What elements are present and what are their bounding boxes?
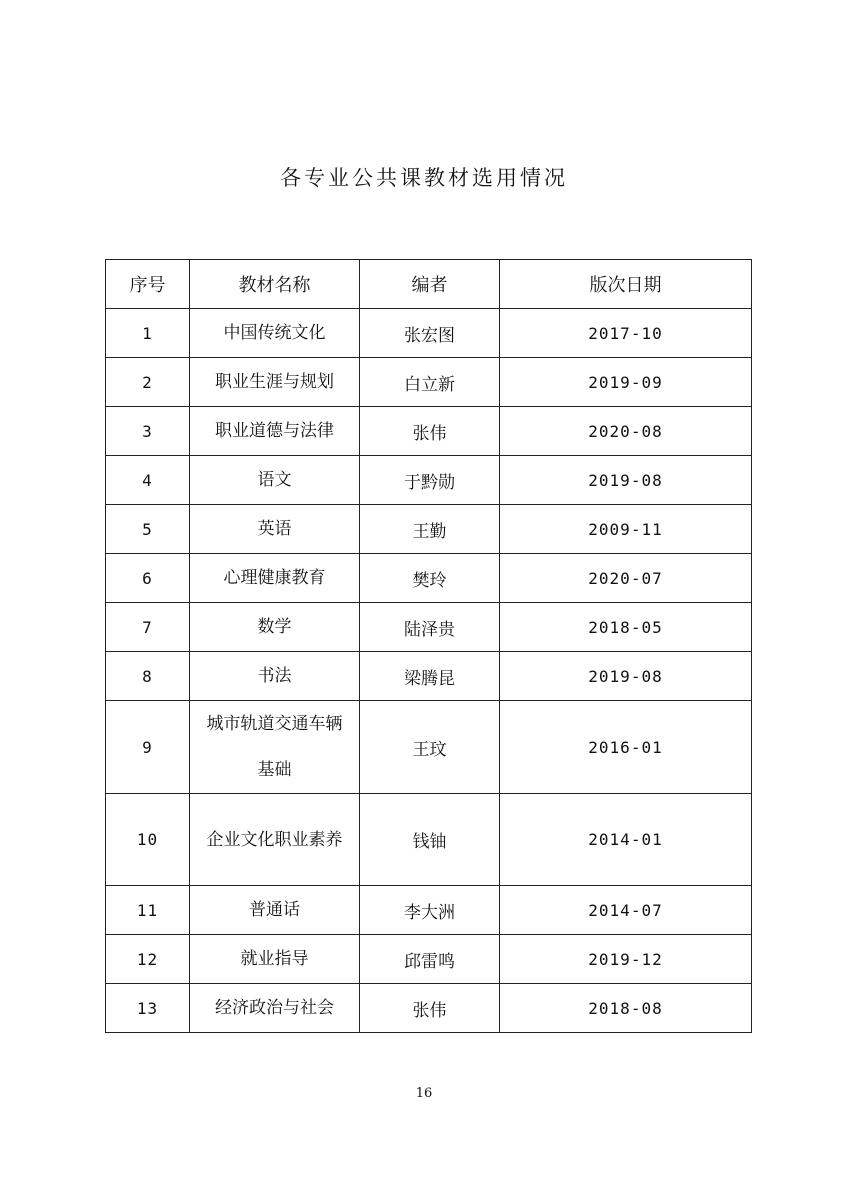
- cell-name: [190, 505, 360, 554]
- cell-no: 3: [106, 407, 190, 456]
- cell-editor: 于黔勋: [360, 456, 500, 505]
- cell-no: 11: [106, 886, 190, 935]
- table-row: [106, 554, 752, 603]
- table-row: [106, 505, 752, 554]
- cell-date: 2018-08: [500, 984, 752, 1033]
- cell-editor: 樊玲: [360, 554, 500, 603]
- cell-name: [190, 407, 360, 456]
- cell-no: 1: [106, 309, 190, 358]
- table-row: [106, 935, 752, 984]
- cell-date: 2014-07: [500, 886, 752, 935]
- table-header-row: [106, 260, 752, 309]
- cell-no: 4: [106, 456, 190, 505]
- table-row: [106, 358, 752, 407]
- cell-name: [190, 794, 360, 886]
- cell-editor: 张宏图: [360, 309, 500, 358]
- cell-name-text: 书法: [257, 666, 292, 686]
- cell-name: [190, 456, 360, 505]
- table-row: [106, 456, 752, 505]
- cell-no: 2: [106, 358, 190, 407]
- header-no: 序号: [106, 260, 190, 309]
- cell-name: [190, 984, 360, 1033]
- cell-name-text: 职业生涯与规划: [215, 372, 334, 392]
- header-edition-date: 版次日期: [500, 260, 752, 309]
- cell-date: 2019-12: [500, 935, 752, 984]
- cell-name: [190, 935, 360, 984]
- cell-date: 2019-08: [500, 456, 752, 505]
- cell-name-text: 语文: [257, 470, 292, 490]
- cell-editor: 张伟: [360, 984, 500, 1033]
- cell-editor: 白立新: [360, 358, 500, 407]
- cell-name-text: 经济政治与社会: [215, 998, 334, 1018]
- cell-editor: 陆泽贵: [360, 603, 500, 652]
- cell-no: 6: [106, 554, 190, 603]
- cell-no: 9: [106, 701, 190, 794]
- cell-editor: 邱雷鸣: [360, 935, 500, 984]
- cell-name-text: 中国传统文化: [223, 323, 326, 343]
- cell-editor: 梁腾昆: [360, 652, 500, 701]
- cell-no: 8: [106, 652, 190, 701]
- cell-editor: 钱铀: [360, 794, 500, 886]
- table-row: [106, 984, 752, 1033]
- cell-name-text: 普通话: [249, 900, 300, 920]
- cell-name-text: 职业道德与法律: [215, 421, 334, 441]
- cell-date: 2019-08: [500, 652, 752, 701]
- cell-date: 2020-08: [500, 407, 752, 456]
- cell-date: 2020-07: [500, 554, 752, 603]
- cell-name-text: 企业文化职业素养: [206, 829, 343, 850]
- cell-name-text: 数学: [257, 617, 292, 637]
- cell-date: 2016-01: [500, 701, 752, 794]
- cell-editor: 李大洲: [360, 886, 500, 935]
- cell-name-text: 心理健康教育: [223, 568, 326, 588]
- cell-date: 2009-11: [500, 505, 752, 554]
- cell-no: 5: [106, 505, 190, 554]
- cell-date: 2017-10: [500, 309, 752, 358]
- table-row: [106, 886, 752, 935]
- cell-no: 7: [106, 603, 190, 652]
- cell-date: 2019-09: [500, 358, 752, 407]
- table-row: [106, 652, 752, 701]
- textbook-table: [105, 259, 752, 1033]
- cell-editor: 王勤: [360, 505, 500, 554]
- cell-editor: 张伟: [360, 407, 500, 456]
- cell-editor: 王玟: [360, 701, 500, 794]
- cell-name: [190, 603, 360, 652]
- cell-name: [190, 554, 360, 603]
- cell-date: 2018-05: [500, 603, 752, 652]
- cell-name: [190, 652, 360, 701]
- cell-date: 2014-01: [500, 794, 752, 886]
- cell-name: [190, 701, 360, 794]
- table-row: [106, 701, 752, 794]
- table-row: [106, 603, 752, 652]
- page-number: 16: [415, 1086, 433, 1101]
- cell-no: 13: [106, 984, 190, 1033]
- page-title: 各专业公共课教材选用情况: [280, 166, 568, 190]
- cell-name-text: 城市轨道交通车辆基础: [206, 714, 343, 780]
- cell-name-text: 就业指导: [240, 949, 309, 969]
- cell-name: [190, 886, 360, 935]
- table-row: [106, 309, 752, 358]
- cell-no: 12: [106, 935, 190, 984]
- cell-name: [190, 309, 360, 358]
- header-editor: 编者: [360, 260, 500, 309]
- cell-no: 10: [106, 794, 190, 886]
- table-row: [106, 407, 752, 456]
- cell-name-text: 英语: [257, 519, 292, 539]
- cell-name: [190, 358, 360, 407]
- header-name: 教材名称: [190, 260, 360, 309]
- table-row: [106, 794, 752, 886]
